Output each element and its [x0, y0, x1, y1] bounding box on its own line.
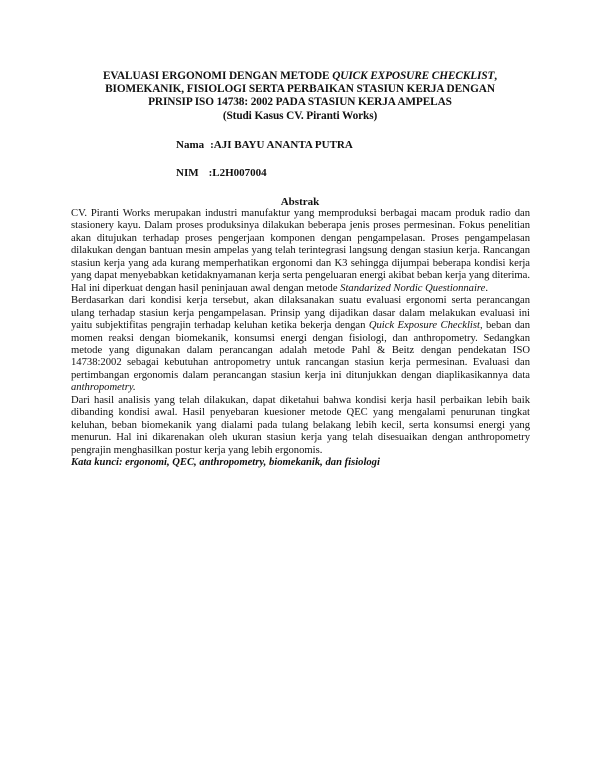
title-line-1-prefix: EVALUASI ERGONOMI DENGAN METODE	[102, 70, 333, 82]
abstract-paragraph-3: Dari hasil analisis yang telah dilakukan, dapat diketahui bahwa kondisi kerja hasil perbaikan lebih baik dibanding kondisi awal. Hasil penyebaran kuesioner metode QEC yang mengalami penurunan tingkat keluhan, beban biomekanik yang dialami pada tulang belakang lebih kecil, serta konsumsi energi yang menurun. Hal ini dikarenakan oleh ukuran stasiun kerja yang telah disesuaikan dengan anthropometry pengrajin menghasilkan postur kerja yang lebih ergonomis.	[71, 394, 530, 456]
keywords: Kata kunci: ergonomi, QEC, anthropometry, biomekanik, dan fisiologi	[71, 457, 380, 469]
abstract-p2-text-b: , beban dan momen reaksi dengan biomekanik, konsumsi energi dengan fisiologi, dan anthropometry. Sedangkan metode yang digunakan dalam perancangan adalah metode Pahl & Beitz dengan pendekatan ISO 14738:2002 sebagai kebutuhan antropometry untuk rancangan stasiun kerja permesinan. Evaluasi dan pertimbangan ergonomis dalam perancangan stasiun kerja ini ditunjukkan dengan diaplikasikannya data	[71, 320, 530, 381]
title-line-1	[60, 70, 540, 83]
abstract-paragraph-1	[71, 208, 530, 295]
author-name-label: Nama	[176, 139, 205, 151]
abstract-p2-italic-2: anthropometry.	[71, 382, 136, 394]
abstract-p1-text: CV. Piranti Works merupakan industri manufaktur yang memproduksi berbagai macam produk radio dan stasionery kayu. Dalam proses produksinya dilakukan beberapa jenis proses permesinan. Fokus penelitian akan ditujukan terhadap proses pengerjaan komponen dengan pengampelasan. Proses pengampelasan dilakukan dengan bantuan mesin ampelas yang telah terintegrasi langsung dengan stasiun kerja. Rancangan stasiun kerja yang ada kurang memperhatikan ergonomi dan K3 sehingga dijumpai beberapa kondisi kerja yang dapat menyebabkan ketidaknyamanan kerja serta pengeluaran energi akibat beban kerja yang diterima. Hal ini diperkuat dengan hasil peninjauan awal dengan metode	[71, 208, 530, 294]
abstract-p2-italic-1: Quick Exposure Checklist	[368, 320, 480, 332]
title-line-1-italic: QUICK EXPOSURE CHECKLIST	[332, 70, 495, 82]
author-name-value: :AJI BAYU ANANTA PUTRA	[210, 139, 353, 151]
author-name-row	[176, 139, 353, 151]
author-nim-label: NIM	[176, 167, 199, 179]
abstract-p1-italic: Standarized Nordic Questionnaire	[340, 282, 486, 294]
abstract-body	[71, 208, 530, 470]
abstract-paragraph-2	[71, 295, 530, 395]
abstract-p1-end: .	[485, 282, 488, 294]
title-line-2: BIOMEKANIK, FISIOLOGI SERTA PERBAIKAN STASIUN KERJA DENGAN	[105, 83, 495, 96]
title-line-4: (Studi Kasus CV. Piranti Works)	[222, 109, 378, 122]
abstract-p2-text-a: Berdasarkan dari kondisi kerja tersebut, akan dilaksanakan suatu evaluasi ergonomi serta perancangan ulang terhadap stasiun kerja pengampelasan. Prinsip yang dijadikan dasar dalam melakukan evaluasi ini yaitu subjektifitas pengrajin terhadap keluhan ketika bekerja dengan	[71, 295, 530, 332]
author-nim-row	[176, 167, 267, 179]
abstract-heading: Abstrak	[280, 196, 320, 208]
paper-title	[60, 70, 540, 123]
title-line-1-suffix: ,	[494, 70, 498, 82]
title-line-3: PRINSIP ISO 14738: 2002 PADA STASIUN KERJA AMPELAS	[148, 96, 452, 109]
author-nim-value: :L2H007004	[208, 167, 267, 179]
